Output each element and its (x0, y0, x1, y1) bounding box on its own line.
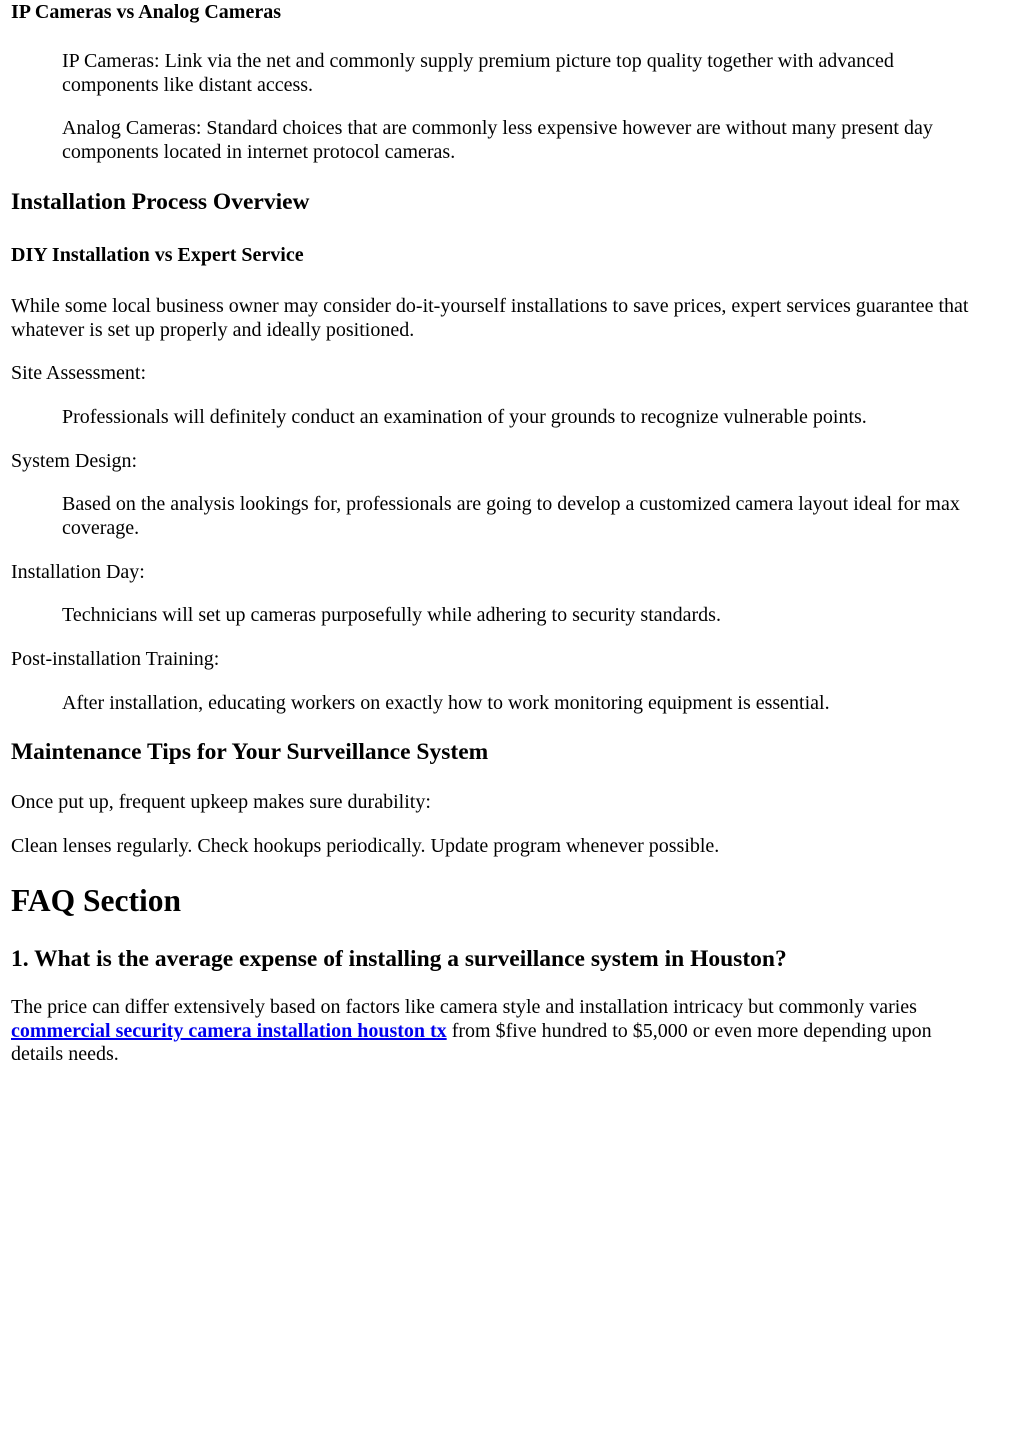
maintenance-heading: Maintenance Tips for Your Surveillance System (11, 739, 489, 765)
faq-answer-1-text-before: The price can differ extensively based on factors like camera style and installation intricacy but commonly varies (11, 996, 917, 1018)
faq-answer-1 (11, 996, 976, 1067)
step-term-installation-day: Installation Day: (11, 561, 145, 583)
installation-link[interactable]: commercial security camera installation houston tx (11, 1019, 447, 1042)
step-desc-system-design: Based on the analysis lookings for, professionals are going to develop a customized camera layout ideal for max coverage. (62, 493, 960, 539)
installation-heading: Installation Process Overview (11, 189, 310, 215)
ip-cameras-paragraph: IP Cameras: Link via the net and commonly supply premium picture top quality together with advanced components like distant access. (62, 50, 894, 96)
analog-cameras-paragraph: Analog Cameras: Standard choices that are commonly less expensive however are without many present day components located in internet protocol cameras. (62, 117, 933, 163)
step-term-post-installation-training: Post-installation Training: (11, 648, 220, 670)
faq-question-1: 1. What is the average expense of installing a surveillance system in Houston? (11, 946, 787, 972)
maintenance-tips-paragraph: Clean lenses regularly. Check hookups periodically. Update program whenever possible. (11, 835, 720, 857)
step-desc-site-assessment: Professionals will definitely conduct an examination of your grounds to recognize vulnerable points. (62, 406, 867, 428)
step-desc-installation-day: Technicians will set up cameras purposefully while adhering to security standards. (62, 604, 721, 626)
cameras-heading: IP Cameras vs Analog Cameras (11, 1, 281, 23)
step-desc-post-installation-training: After installation, educating workers on exactly how to work monitoring equipment is essential. (62, 692, 830, 714)
installation-intro-paragraph: While some local business owner may consider do-it-yourself installations to save prices, expert services guarantee that whatever is set up properly and ideally positioned. (11, 295, 969, 341)
diy-vs-expert-heading: DIY Installation vs Expert Service (11, 244, 304, 266)
maintenance-intro-paragraph: Once put up, frequent upkeep makes sure durability: (11, 791, 431, 813)
step-term-system-design: System Design: (11, 450, 138, 472)
faq-answer-1-text-after: from $five hundred to $5,000 or even more depending upon details needs. (11, 1019, 932, 1065)
faq-heading: FAQ Section (11, 883, 182, 918)
step-term-site-assessment: Site Assessment: (11, 362, 147, 384)
